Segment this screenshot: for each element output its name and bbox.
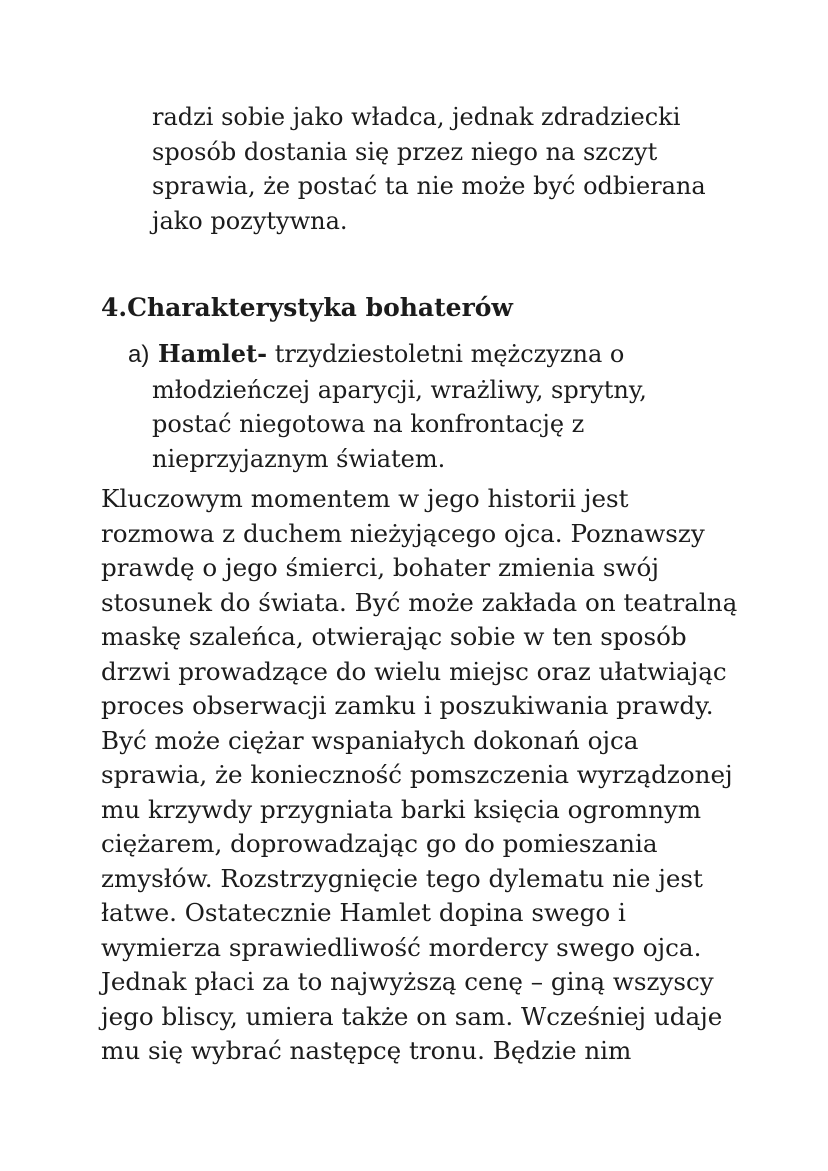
- text-line: Kluczowym momentem w jego historii jest: [101, 484, 629, 513]
- text-line: sposób dostania się przez niego na szczyt: [152, 137, 658, 166]
- text-line: drzwi prowadzące do wielu miejsc oraz ułatwiając: [101, 656, 727, 686]
- text-line: sprawia, że postać ta nie może być odbierana: [152, 172, 706, 200]
- text-line: Jednak płaci za to najwyższą cenę – giną wszyscy: [101, 967, 714, 996]
- text-line: nieprzyjaznym światem.: [152, 444, 446, 473]
- text-line: jego bliscy, umiera także on sam. Wcześniej udaje: [101, 1001, 723, 1031]
- text-line: proces obserwacji zamku i poszukiwania prawdy.: [101, 691, 714, 720]
- text-line: rozmowa z duchem nieżyjącego ojca. Poznawszy: [101, 518, 705, 548]
- text-line: wymierza sprawiedliwość mordercy swego ojca.: [101, 932, 702, 962]
- text-line: mu krzywdy przygniata barki księcia ogromnym: [101, 794, 702, 824]
- text-line: łatwe. Ostatecznie Hamlet dopina swego i: [101, 898, 626, 927]
- list-item-marker: a): [128, 341, 150, 368]
- text-line: postać niegotowa na konfrontację z: [152, 410, 585, 438]
- list-item-text: trzydziestoletni mężczyzna o: [267, 340, 625, 368]
- text-line: radzi sobie jako władca, jednak zdradziecki: [152, 103, 681, 131]
- text-line: ciężarem, doprowadzając go do pomieszania: [101, 829, 658, 858]
- section-heading: 4.Charakterystyka bohaterów: [101, 293, 513, 322]
- text-line: sprawia, że konieczność pomszczenia wyrządzonej: [101, 760, 733, 789]
- text-line: maskę szaleńca, otwierając sobie w ten sposób: [101, 622, 687, 651]
- body-paragraph: [101, 482, 811, 1069]
- list-item-first-line: [128, 337, 788, 373]
- text-line: młodzieńczej aparycji, wrażliwy, sprytny,: [152, 375, 647, 404]
- text-line: stosunek do świata. Być może zakłada on teatralną: [101, 587, 738, 617]
- continuation-paragraph: [152, 100, 792, 238]
- text-line: mu się wybrać następcę tronu. Będzie nim: [101, 1036, 632, 1065]
- text-line: Być może ciężar wspaniałych dokonań ojca: [101, 725, 639, 755]
- text-line: prawdę o jego śmierci, bohater zmienia swój: [101, 553, 659, 582]
- text-line: zmysłów. Rozstrzygnięcie tego dylematu nie jest: [101, 863, 703, 893]
- text-line: jako pozytywna.: [152, 206, 348, 235]
- list-item-term: Hamlet-: [158, 339, 268, 368]
- list-item: [128, 337, 788, 476]
